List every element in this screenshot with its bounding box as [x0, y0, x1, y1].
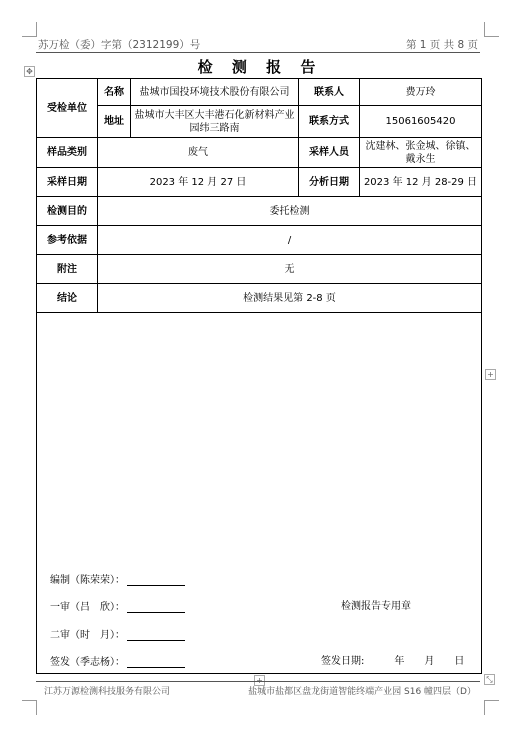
contact-name: 费万玲	[360, 79, 482, 106]
sample-type-value: 废气	[98, 138, 299, 168]
crop-mark-bottom-right	[484, 700, 499, 715]
crop-mark-bottom-left	[22, 700, 37, 715]
report-number: 苏万检（委）字第（2312199）号	[38, 39, 201, 51]
compiler-signature-line[interactable]	[127, 575, 185, 586]
client-name-label: 名称	[98, 79, 131, 106]
footer-company: 江苏万源检测科技服务有限公司	[44, 687, 171, 697]
approver-label: 签发（季志杨）：	[50, 657, 125, 668]
report-seal-text: 检测报告专用章	[341, 601, 411, 612]
first-review-signature-line[interactable]	[127, 602, 185, 613]
second-review-signature	[50, 626, 185, 641]
issue-date: 签发日期: 年 月 日	[321, 656, 465, 667]
purpose-label: 检测目的	[37, 197, 98, 226]
crop-mark-top-right	[484, 22, 499, 37]
client-name: 盐城市国投环境技术股份有限公司	[131, 79, 299, 106]
samplers-label: 采样人员	[299, 138, 360, 168]
contact-phone: 15061605420	[360, 106, 482, 138]
conclusion-label: 结论	[37, 284, 98, 313]
second-review-label: 二审（时 月）：	[50, 630, 125, 641]
first-review-label: 一审（吕 欣）：	[50, 602, 125, 613]
reference-value: /	[98, 226, 482, 255]
contact-label: 联系人	[299, 79, 360, 106]
right-resize-handle-icon[interactable]: +	[485, 369, 496, 380]
client-address-label: 地址	[98, 106, 131, 138]
page-info: 第 1 页 共 8 页	[405, 39, 478, 51]
header-rule	[36, 52, 480, 53]
note-value: 无	[98, 255, 482, 284]
approver-signature-line[interactable]	[127, 657, 185, 668]
client-label: 受检单位	[37, 79, 98, 138]
sampling-date-value: 2023 年 12 月 27 日	[98, 168, 299, 197]
crop-mark-top-left	[22, 22, 37, 37]
first-review-signature	[50, 598, 185, 613]
report-title: 检 测 报 告	[197, 58, 323, 76]
sample-type-label: 样品类别	[37, 138, 98, 168]
phone-label: 联系方式	[299, 106, 360, 138]
samplers-value: 沈建林、张金城、徐镇、戴永生	[360, 138, 482, 168]
table-resize-corner-icon[interactable]: ⤡	[484, 674, 495, 685]
signature-area	[37, 313, 482, 674]
note-label: 附注	[37, 255, 98, 284]
table-move-handle-icon[interactable]: ✥	[24, 66, 35, 77]
compiler-label: 编制（陈荣荣）：	[50, 575, 125, 586]
analysis-date-label: 分析日期	[299, 168, 360, 197]
approver-signature	[50, 653, 185, 668]
compiler-signature	[50, 571, 185, 586]
purpose-value: 委托检测	[98, 197, 482, 226]
footer-address: 盐城市盐都区盘龙街道智能终端产业园 S16 幢四层（D）	[248, 687, 476, 697]
analysis-date-value: 2023 年 12 月 28-29 日	[360, 168, 482, 197]
second-review-signature-line[interactable]	[127, 630, 185, 641]
reference-label: 参考依据	[37, 226, 98, 255]
sampling-date-label: 采样日期	[37, 168, 98, 197]
client-address: 盐城市大丰区大丰港石化新材料产业园纬三路南	[131, 106, 299, 138]
conclusion-value: 检测结果见第 2-8 页	[98, 284, 482, 313]
footer-rule	[36, 681, 480, 682]
